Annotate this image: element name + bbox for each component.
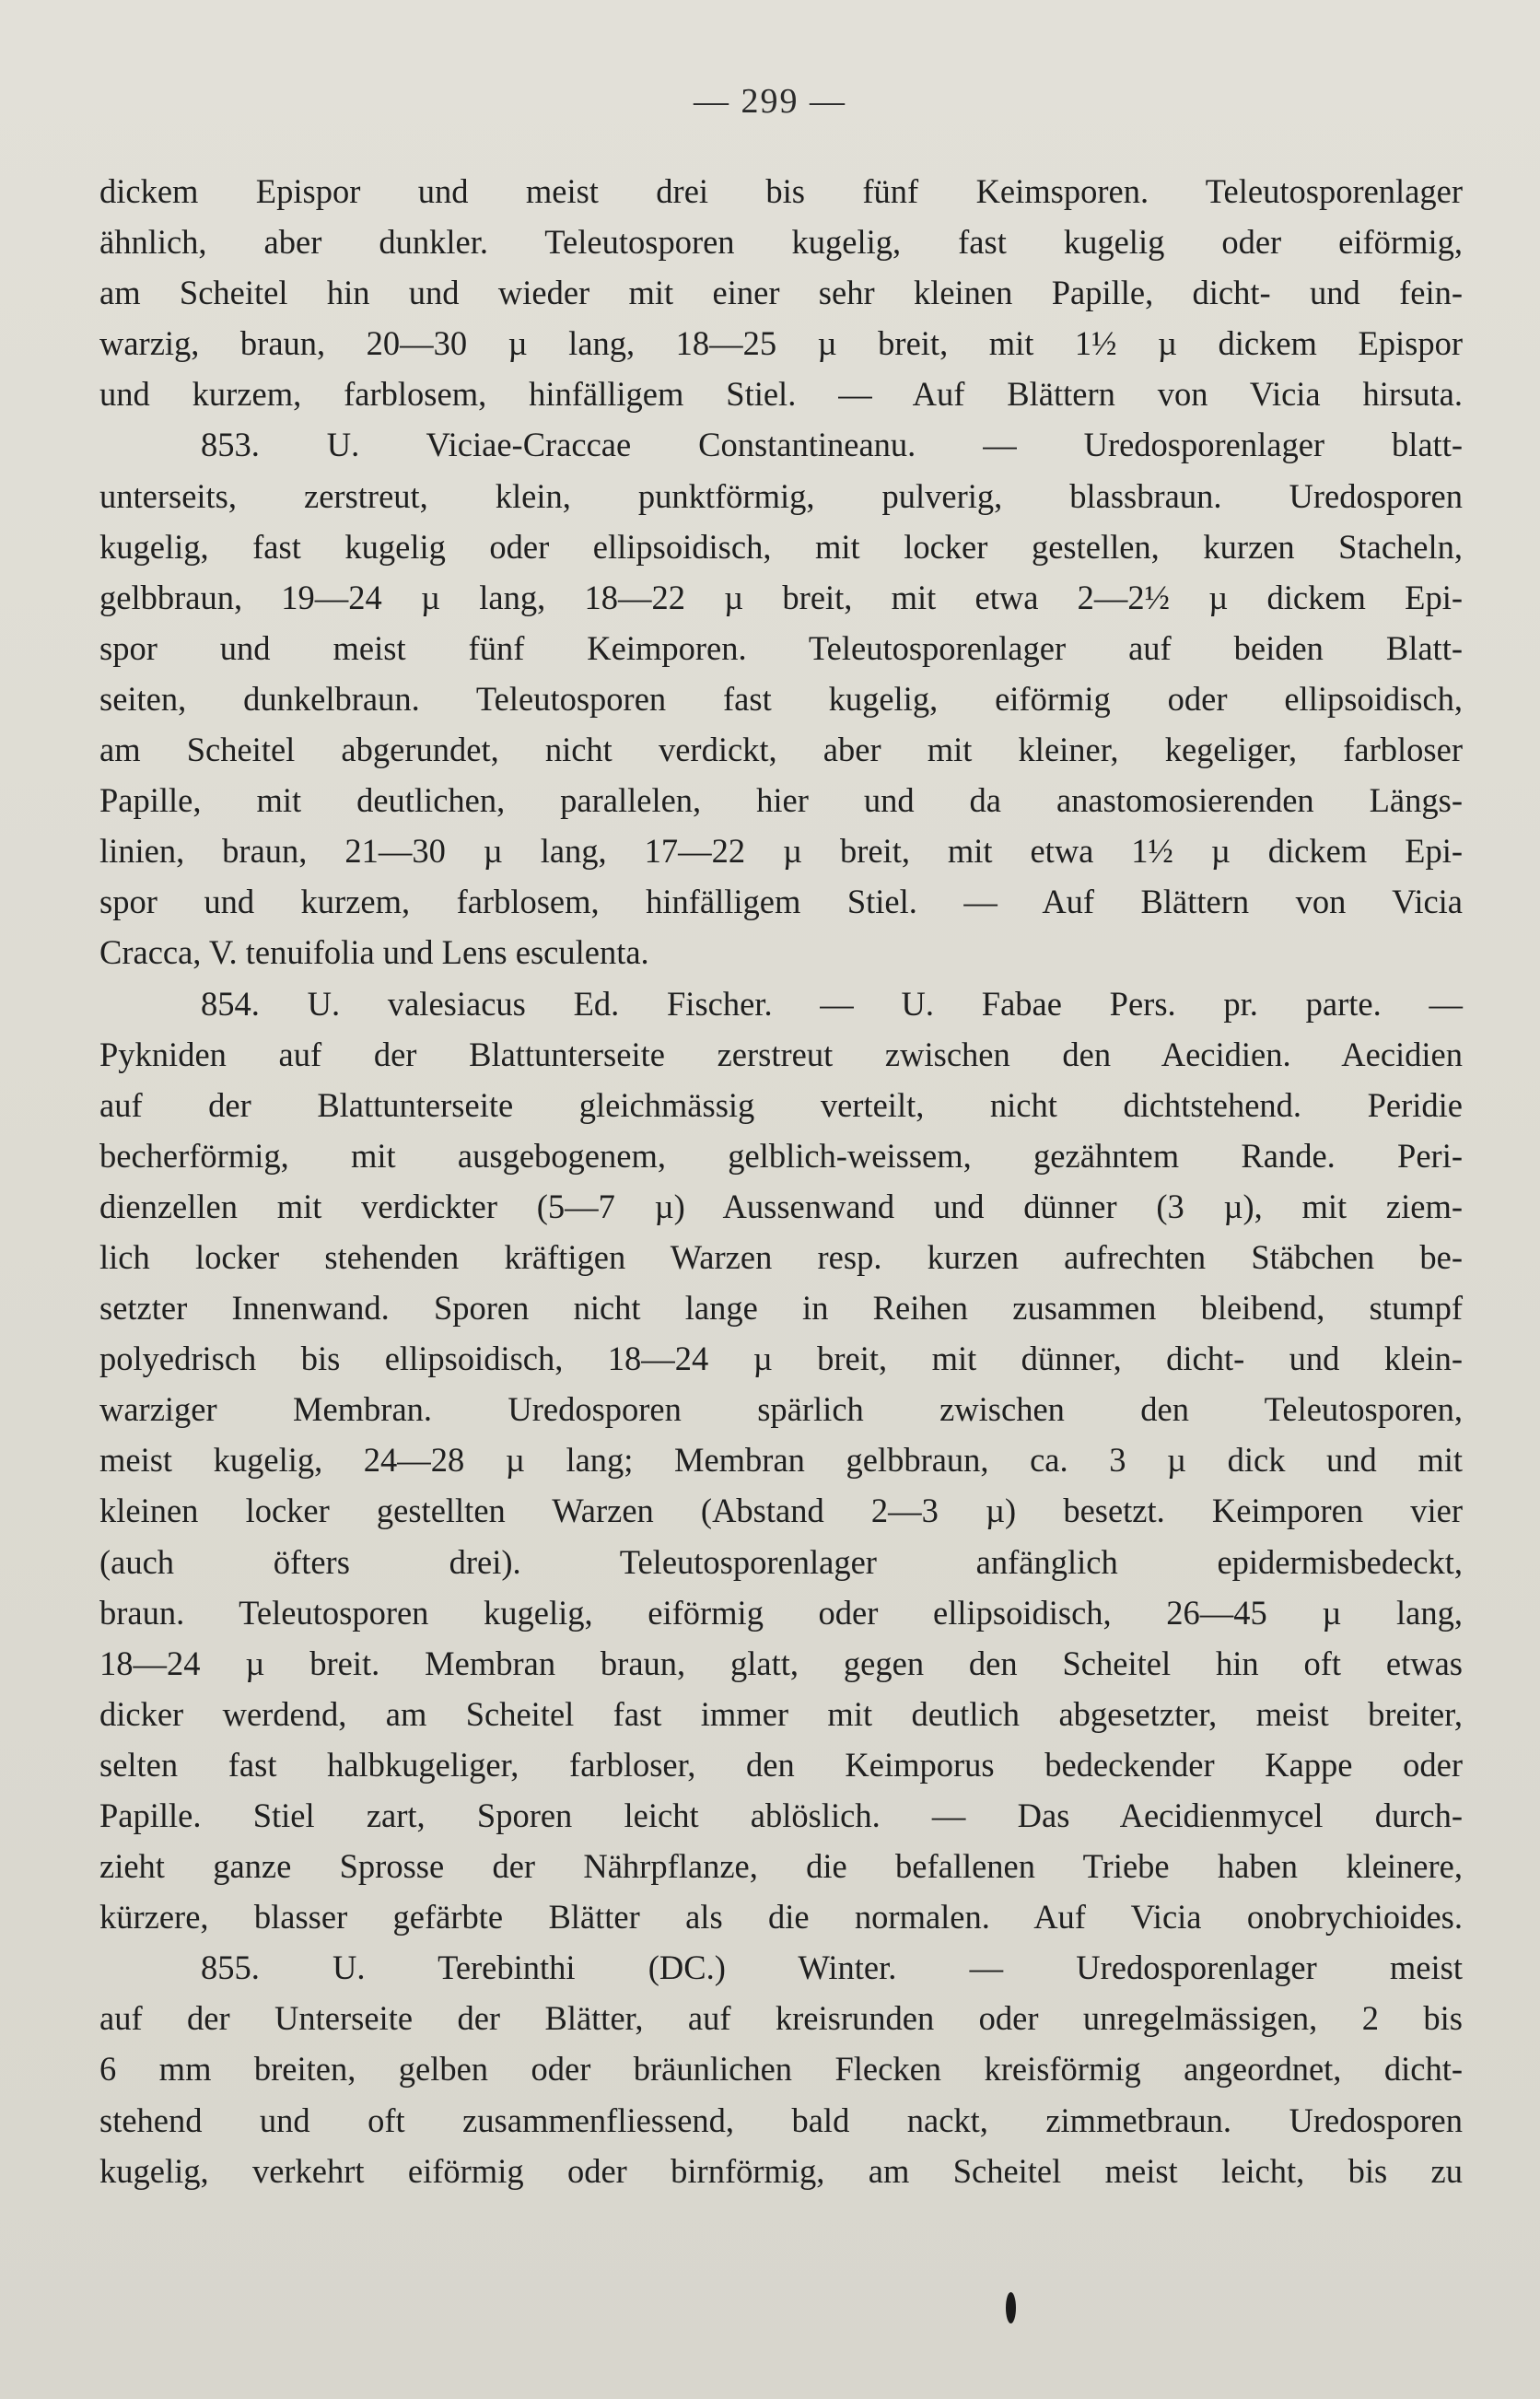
text-line: warziger Membran. Uredosporen spärlich zwischen den Teleutosporen, (99, 1390, 1463, 1429)
text-line: dienzellen mit verdickter (5—7 µ) Aussenwand und dünner (3 µ), mit ziem- (99, 1187, 1463, 1225)
text-line: auf der Blattunterseite gleichmässig verteilt, nicht dichtstehend. Peridie (99, 1085, 1463, 1124)
text-line: warzig, braun, 20—30 µ lang, 18—25 µ breit, mit 1½ µ dickem Epispor (99, 324, 1463, 363)
text-line: dickem Epispor und meist drei bis fünf Keimsporen. Teleutosporenlager (99, 172, 1463, 210)
text-line: becherförmig, mit ausgebogenem, gelblich-weissem, gezähntem Rande. Peri- (99, 1136, 1463, 1175)
text-line: 854. U. valesiacus Ed. Fischer. — U. Fabae Pers. pr. parte. — (201, 984, 1463, 1023)
text-line: spor und meist fünf Keimporen. Teleutosporenlager auf beiden Blatt- (99, 628, 1463, 667)
text-line: kugelig, fast kugelig oder ellipsoidisch, mit locker gestellen, kurzen Stacheln, (99, 527, 1463, 566)
text-line: meist kugelig, 24—28 µ lang; Membran gelbbraun, ca. 3 µ dick und mit (99, 1441, 1463, 1480)
text-line: lich locker stehenden kräftigen Warzen resp. kurzen aufrechten Stäbchen be- (99, 1237, 1463, 1276)
text-line: unterseits, zerstreut, klein, punktförmig, pulverig, blassbraun. Uredosporen (99, 476, 1463, 515)
text-line: dicker werdend, am Scheitel fast immer mit deutlich abgesetzter, meist breiter, (99, 1694, 1463, 1733)
text-line: Pykniden auf der Blattunterseite zerstreut zwischen den Aecidien. Aecidien (99, 1035, 1463, 1073)
text-line: 853. U. Viciae-Craccae Constantineanu. — Uredosporenlager blatt- (201, 426, 1463, 464)
text-line: zieht ganze Sprosse der Nährpflanze, die befallenen Triebe haben kleinere, (99, 1847, 1463, 1886)
text-line: ähnlich, aber dunkler. Teleutosporen kugelig, fast kugelig oder eiförmig, (99, 223, 1463, 262)
text-line: Papille. Stiel zart, Sporen leicht ablöslich. — Das Aecidienmycel durch- (99, 1796, 1463, 1834)
page-number: — 299 — (694, 82, 846, 121)
text-line: kürzere, blasser gefärbte Blätter als die normalen. Auf Vicia onobrychioides. (99, 1898, 1463, 1937)
body-text (99, 166, 1463, 2196)
text-line: polyedrisch bis ellipsoidisch, 18—24 µ breit, mit dünner, dicht- und klein- (99, 1340, 1463, 1378)
text-line: (auch öfters drei). Teleutosporenlager anfänglich epidermisbedeckt, (99, 1542, 1463, 1581)
text-line: gelbbraun, 19—24 µ lang, 18—22 µ breit, mit etwa 2—2½ µ dickem Epi- (99, 578, 1463, 616)
ink-smudge (1006, 2292, 1016, 2323)
text-line: Papille, mit deutlichen, parallelen, hier und da anastomosierenden Längs- (99, 781, 1463, 820)
text-line: selten fast halbkugeliger, farbloser, den Keimporus bedeckender Kappe oder (99, 1745, 1463, 1784)
text-line: spor und kurzem, farblosem, hinfälligem Stiel. — Auf Blättern von Vicia (99, 883, 1463, 921)
text-line: und kurzem, farblosem, hinfälligem Stiel. — Auf Blättern von Vicia hirsuta. (99, 375, 1463, 414)
text-line: am Scheitel hin und wieder mit einer sehr kleinen Papille, dicht- und fein- (99, 274, 1463, 312)
text-line: Cracca, V. tenuifolia und Lens esculenta. (99, 933, 649, 972)
text-line: 855. U. Terebinthi (DC.) Winter. — Uredosporenlager meist (201, 1948, 1463, 1987)
text-line: 18—24 µ breit. Membran braun, glatt, gegen den Scheitel hin oft etwas (99, 1644, 1463, 1682)
text-line: seiten, dunkelbraun. Teleutosporen fast kugelig, eiförmig oder ellipsoidisch, (99, 679, 1463, 718)
text-line: am Scheitel abgerundet, nicht verdickt, aber mit kleiner, kegeliger, farbloser (99, 731, 1463, 769)
text-line: linien, braun, 21—30 µ lang, 17—22 µ breit, mit etwa 1½ µ dickem Epi- (99, 832, 1463, 871)
text-line: kugelig, verkehrt eiförmig oder birnförmig, am Scheitel meist leicht, bis zu (99, 2151, 1463, 2190)
text-line: auf der Unterseite der Blätter, auf kreisrunden oder unregelmässigen, 2 bis (99, 1999, 1463, 2038)
text-line: kleinen locker gestellten Warzen (Abstand 2—3 µ) besetzt. Keimporen vier (99, 1492, 1463, 1530)
text-line: braun. Teleutosporen kugelig, eiförmig oder ellipsoidisch, 26—45 µ lang, (99, 1593, 1463, 1632)
text-line: stehend und oft zusammenfliessend, bald nackt, zimmetbraun. Uredosporen (99, 2101, 1463, 2139)
text-line: setzter Innenwand. Sporen nicht lange in Reihen zusammen bleibend, stumpf (99, 1289, 1463, 1328)
text-line: 6 mm breiten, gelben oder bräunlichen Flecken kreisförmig angeordnet, dicht- (99, 2050, 1463, 2089)
